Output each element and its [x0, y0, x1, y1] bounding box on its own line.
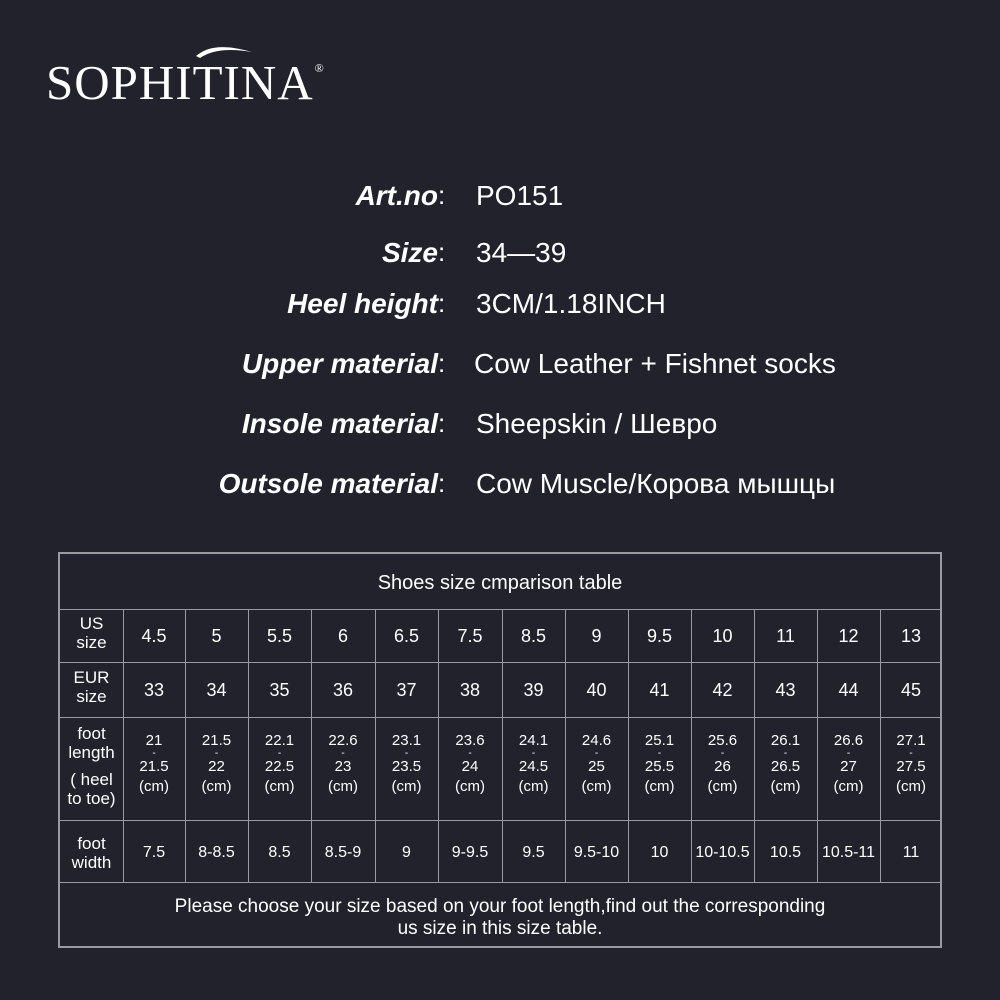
spec-colon: : — [438, 180, 446, 210]
spec-value: Cow Muscle/Корова мышцы — [476, 468, 836, 499]
spec-colon: : — [438, 237, 446, 267]
row-label-line: foot — [77, 834, 106, 853]
spec-colon: : — [438, 408, 446, 438]
foot-width-cell: 10.5 — [769, 844, 802, 861]
spec-row — [0, 288, 1000, 328]
foot-length-line: 21.5 — [139, 758, 169, 775]
foot-length-line: - — [720, 748, 725, 759]
eur-size-cell: 35 — [269, 680, 290, 700]
spec-row — [0, 180, 1000, 220]
foot-length-line: 26.5 — [770, 758, 801, 775]
row-label-line: width — [71, 853, 112, 872]
foot-length-line: 23.1 — [391, 732, 422, 749]
foot-length-cell — [880, 732, 942, 796]
foot-length-line: - — [468, 748, 472, 759]
foot-length-cell — [817, 732, 880, 796]
foot-length-cell — [502, 732, 565, 796]
spec-row — [0, 348, 1000, 388]
table-title: Shoes size cmparison table — [377, 572, 623, 594]
foot-length-line: - — [594, 748, 599, 759]
foot-length-line: 26.6 — [833, 732, 864, 749]
spec-label: Insole material — [241, 408, 438, 439]
spec-value: 34—39 — [476, 237, 567, 268]
foot-length-line: 26.1 — [770, 732, 801, 749]
foot-length-cell — [248, 732, 311, 796]
size-comparison-table — [58, 552, 942, 948]
eur-size-cell: 43 — [775, 680, 796, 700]
eur-size-cell: 39 — [523, 680, 544, 700]
foot-length-line: 24 — [461, 758, 479, 775]
foot-length-line: 27.5 — [896, 758, 926, 775]
row-label-foot-length — [60, 724, 123, 808]
foot-width-cell: 9-9.5 — [451, 844, 489, 861]
row-label-eur — [60, 668, 123, 706]
foot-width-cell: 10.5-11 — [821, 844, 876, 861]
us-size-cell: 12 — [838, 626, 859, 646]
row-label-line: size — [76, 687, 107, 706]
foot-length-line: (cm) — [455, 778, 485, 795]
table-note-line: us size in this size table. — [397, 918, 603, 939]
eur-size-cell: 41 — [649, 680, 670, 700]
row-label-us — [60, 614, 123, 652]
table-row-divider — [60, 882, 940, 883]
foot-width-cell: 8-8.5 — [198, 844, 235, 861]
foot-length-line: - — [846, 748, 851, 759]
spec-label: Outsole material — [218, 468, 438, 499]
eur-size-cell: 37 — [396, 680, 417, 700]
foot-length-line: - — [657, 748, 662, 759]
us-size-cell: 11 — [776, 626, 795, 646]
us-size-cell: 6 — [337, 626, 348, 646]
row-label-line: ( heel — [70, 770, 113, 789]
foot-length-cell — [185, 732, 248, 796]
spec-value: Sheepskin / Шевро — [476, 408, 718, 439]
eur-size-cell: 33 — [143, 680, 165, 700]
us-size-cell: 13 — [900, 626, 922, 646]
us-size-cell: 5 — [211, 626, 222, 646]
eur-size-cell: 42 — [712, 680, 733, 700]
spec-value: 3CM/1.18INCH — [476, 288, 666, 319]
us-size-cell: 10 — [712, 626, 733, 646]
us-size-cell: 9 — [591, 626, 602, 646]
table-note — [60, 896, 940, 940]
foot-width-cell: 8.5 — [268, 844, 291, 861]
table-row-divider — [60, 717, 940, 718]
foot-length-line: - — [783, 748, 788, 759]
row-label-line: foot — [77, 724, 106, 743]
foot-length-line: (cm) — [264, 778, 295, 795]
spec-label: Art.no — [355, 180, 438, 211]
registered-mark: ® — [314, 61, 325, 75]
foot-width-cell: 9.5-10 — [573, 844, 620, 861]
foot-width-cell: 11 — [902, 844, 920, 861]
foot-width-cell: 8.5-9 — [324, 844, 362, 861]
brand-name: SOPHITINA — [46, 55, 314, 110]
foot-length-line: 24.6 — [581, 732, 612, 749]
foot-length-line: 25.6 — [707, 732, 738, 749]
eur-size-cell: 40 — [586, 680, 607, 700]
foot-length-cell — [754, 732, 817, 796]
foot-length-line: 26 — [714, 758, 731, 775]
row-label-line: to toe) — [67, 789, 116, 808]
us-size-cell: 4.5 — [141, 626, 167, 646]
eur-size-cell: 44 — [838, 680, 859, 700]
eur-size-cell: 45 — [900, 680, 922, 700]
foot-width-cell: 7.5 — [142, 844, 166, 861]
spec-row — [0, 237, 1000, 277]
spec-label: Heel height — [287, 288, 438, 319]
foot-length-line: 22.5 — [264, 758, 295, 775]
foot-length-line: - — [909, 748, 913, 759]
foot-length-line: - — [152, 748, 156, 759]
table-row-divider — [60, 820, 940, 821]
foot-length-line: - — [341, 748, 345, 759]
spec-colon: : — [438, 288, 446, 318]
foot-length-line: 22 — [208, 758, 225, 775]
row-label-foot-width — [60, 834, 123, 872]
foot-length-cell — [438, 732, 502, 796]
foot-width-cell: 10-10.5 — [695, 844, 750, 861]
foot-length-line: 22.6 — [328, 732, 358, 749]
foot-length-line: - — [531, 748, 536, 759]
row-label-line: EUR — [73, 668, 110, 687]
foot-length-cell — [375, 732, 438, 796]
foot-length-cell — [311, 732, 375, 796]
foot-length-line: (cm) — [139, 778, 169, 795]
brand-logo — [46, 55, 325, 110]
spec-label: Size — [381, 237, 438, 268]
foot-length-cell — [123, 732, 185, 796]
foot-length-line: (cm) — [707, 778, 738, 795]
foot-length-cell — [565, 732, 628, 796]
foot-length-line: (cm) — [770, 778, 801, 795]
foot-width-cell: 9 — [402, 844, 411, 861]
foot-length-line: 23.5 — [391, 758, 422, 775]
us-size-cell: 5.5 — [266, 626, 293, 646]
foot-length-line: (cm) — [391, 778, 422, 795]
foot-length-line: (cm) — [896, 778, 926, 795]
foot-width-cell: 9.5 — [522, 844, 545, 861]
foot-length-line: 25.1 — [644, 732, 675, 749]
table-note-line: Please choose your size based on your foot length,find out the corresponding — [174, 896, 826, 917]
spec-value: Cow Leather + Fishnet socks — [474, 348, 836, 379]
us-size-cell: 8.5 — [520, 626, 547, 646]
foot-length-line: (cm) — [581, 778, 612, 795]
foot-length-line: 21 — [145, 732, 163, 749]
foot-length-line: 24.5 — [518, 758, 549, 775]
foot-width-cell: 10 — [650, 844, 669, 861]
row-label-line: length — [68, 743, 115, 762]
foot-length-line: (cm) — [328, 778, 358, 795]
table-row-divider — [60, 662, 940, 663]
foot-length-cell — [691, 732, 754, 796]
foot-length-line: - — [404, 748, 409, 759]
logo-swoosh-icon — [194, 42, 254, 62]
foot-length-line: 24.1 — [518, 732, 549, 749]
spec-row — [0, 468, 1000, 508]
spec-row — [0, 408, 1000, 448]
foot-length-line: 25.5 — [644, 758, 675, 775]
eur-size-cell: 34 — [206, 680, 227, 700]
foot-length-line: 23.6 — [455, 732, 485, 749]
us-size-cell: 9.5 — [646, 626, 673, 646]
foot-length-line: 23 — [334, 758, 352, 775]
foot-length-line: 22.1 — [264, 732, 295, 749]
foot-length-line: 27.1 — [896, 732, 926, 749]
foot-length-line: (cm) — [644, 778, 675, 795]
foot-length-line: (cm) — [518, 778, 549, 795]
foot-length-line: (cm) — [201, 778, 232, 795]
spec-colon: : — [438, 348, 446, 378]
foot-length-line: - — [277, 748, 282, 759]
row-label-line: US — [79, 614, 104, 633]
foot-length-line: 25 — [588, 758, 605, 775]
foot-length-line: (cm) — [833, 778, 864, 795]
row-label-line: size — [76, 633, 107, 652]
spec-value: PO151 — [476, 180, 564, 211]
eur-size-cell: 36 — [332, 680, 354, 700]
us-size-cell: 6.5 — [393, 626, 420, 646]
table-row-divider — [60, 609, 940, 610]
foot-length-line: 27 — [840, 758, 857, 775]
spec-colon: : — [438, 468, 446, 498]
foot-length-cell — [628, 732, 691, 796]
spec-label: Upper material — [241, 348, 438, 379]
eur-size-cell: 38 — [459, 680, 481, 700]
foot-length-line: - — [214, 748, 219, 759]
us-size-cell: 7.5 — [457, 626, 483, 646]
foot-length-line: 21.5 — [201, 732, 232, 749]
